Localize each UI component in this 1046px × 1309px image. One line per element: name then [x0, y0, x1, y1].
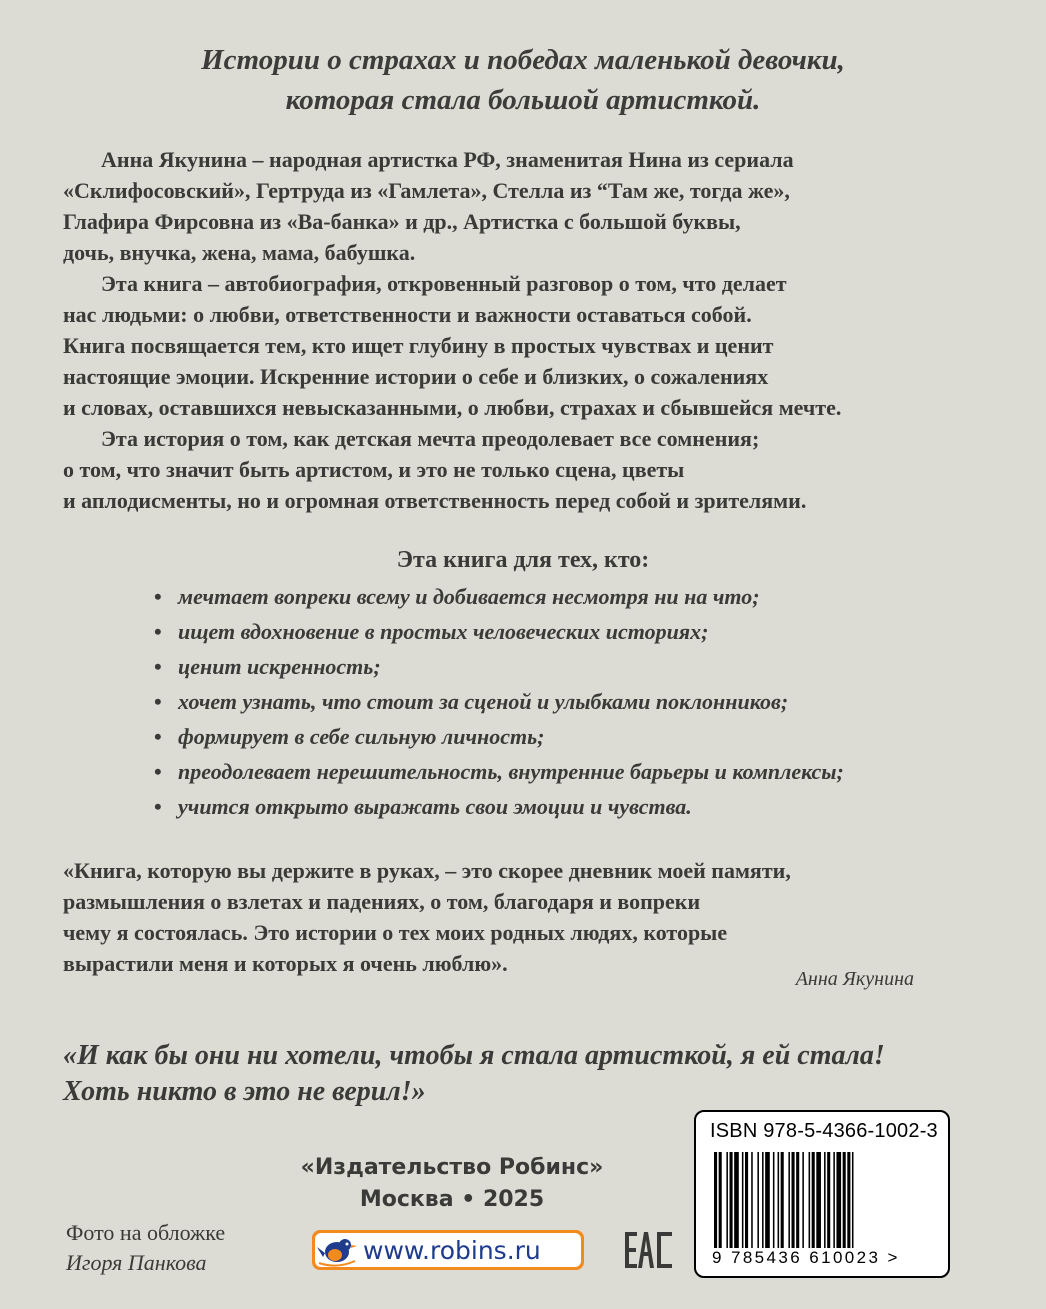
headline-line-1: Истории о страхах и победах маленькой девочки,	[201, 44, 845, 76]
headline-line-2: которая стала большой артисткой.	[285, 84, 761, 116]
audience-list	[154, 579, 974, 824]
barcode-bar	[852, 1152, 854, 1260]
list-item	[154, 614, 974, 649]
barcode-bar	[757, 1152, 759, 1260]
bullet-icon: •	[154, 794, 162, 819]
tagline-line: «И как бы они ни хотели, чтобы я стала артисткой, я ей стала!	[63, 1040, 885, 1071]
barcode-bar	[824, 1152, 826, 1260]
barcode-bar	[742, 1152, 744, 1260]
author-quote	[63, 855, 963, 979]
bullet-icon: •	[154, 689, 162, 714]
barcode-bar	[833, 1152, 835, 1260]
barcode-bar	[843, 1152, 846, 1260]
quote-line: «Книга, которую вы держите в руках, – это скорее дневник моей памяти,	[63, 858, 791, 883]
bullet-icon: •	[154, 724, 162, 749]
list-item	[154, 579, 974, 614]
quote-line: вырастили меня и которых я очень люблю».	[63, 951, 508, 976]
quote-line: размышления о взлетах и падениях, о том, благодаря и вопреки	[63, 889, 701, 914]
barcode-bar	[796, 1152, 799, 1260]
list-item	[154, 789, 974, 824]
barcode-bar	[778, 1152, 780, 1260]
text-line: Эта книга – автобиография, откровенный разговор о том, что делает	[101, 271, 787, 296]
website-link[interactable]: www.robins.ru	[363, 1235, 541, 1265]
text-line: и словах, оставшихся невысказанными, о любви, страхах и сбывшейся мечте.	[63, 395, 842, 420]
publisher-city-year: Москва • 2025	[359, 1187, 545, 1212]
list-item	[154, 754, 974, 789]
isbn-number: ISBN 978-5-4366-1002-3	[710, 1120, 938, 1142]
barcode-bar	[847, 1152, 850, 1260]
list-item	[154, 649, 974, 684]
text-line: дочь, внучка, жена, мама, бабушка.	[63, 240, 416, 265]
description-text	[63, 144, 963, 516]
text-line: нас людьми: о любви, ответственности и важности оставаться собой.	[63, 302, 752, 327]
barcode-bar	[773, 1152, 775, 1260]
text-line: «Склифосовский», Гертруда из «Гамлета», Стелла из “Там же, тогда же»,	[63, 178, 790, 203]
bullet-icon: •	[154, 584, 162, 609]
bullet-icon: •	[154, 619, 162, 644]
barcode-bar	[719, 1152, 722, 1260]
text-line: и аплодисменты, но и огромная ответственность перед собой и зрителями.	[63, 488, 807, 513]
list-item-text: хочет узнать, что стоит за сценой и улыбками поклонников;	[178, 689, 789, 714]
barcode-bar	[714, 1152, 717, 1260]
headline	[0, 40, 1046, 120]
tagline-line: Хоть никто в это не верил!»	[63, 1076, 426, 1107]
website-badge[interactable]	[312, 1230, 584, 1270]
barcode-bar	[792, 1152, 795, 1260]
text-line: Анна Якунина – народная артистка РФ, знаменитая Нина из сериала	[101, 147, 794, 172]
publisher-block	[282, 1152, 622, 1216]
list-item-text: мечтает вопреки всему и добивается несмотря ни на что;	[178, 584, 760, 609]
tagline	[63, 1038, 963, 1110]
list-item-text: формирует в себе сильную личность;	[178, 724, 545, 749]
barcode-bar	[827, 1152, 830, 1260]
barcode-bar	[745, 1152, 748, 1260]
barcode-bar	[809, 1152, 811, 1260]
list-item	[154, 684, 974, 719]
bullet-icon: •	[154, 654, 162, 679]
text-line: Глафира Фирсовна из «Ва-банка» и др., Артистка с большой буквы,	[63, 209, 741, 234]
list-item-text: учится открыто выражать свои эмоции и чувства.	[178, 794, 692, 819]
text-line: настоящие эмоции. Искренние истории о себе и близких, о сожалениях	[63, 364, 769, 389]
list-item	[154, 719, 974, 754]
text-line: Эта история о том, как детская мечта преодолевает все сомнения;	[101, 426, 760, 451]
robin-bird-icon	[315, 1233, 359, 1267]
barcode-bar	[816, 1152, 821, 1260]
text-line: Книга посвящается тем, кто ищет глубину в простых чувствах и ценит	[63, 333, 774, 358]
list-item-text: ищет вдохновение в простых человеческих историях;	[178, 619, 709, 644]
barcode-digits: 9 785436 610023 >	[712, 1248, 934, 1268]
photo-credit-name: Игоря Панкова	[66, 1250, 207, 1275]
barcode-icon	[714, 1152, 932, 1260]
list-item-text: ценит искренность;	[178, 654, 381, 679]
isbn-barcode	[694, 1110, 950, 1278]
quote-line: чему я состоялась. Это истории о тех моих родных людях, которые	[63, 920, 728, 945]
barcode-bar	[751, 1152, 753, 1260]
list-item-text: преодолевает нерешительность, внутренние барьеры и комплексы;	[178, 759, 844, 784]
barcode-bar	[762, 1152, 764, 1260]
text-line: о том, что значит быть артистом, и это не только сцена, цветы	[63, 457, 685, 482]
barcode-bar	[730, 1152, 733, 1260]
photo-credit	[66, 1218, 225, 1278]
barcode-bar	[726, 1152, 728, 1260]
barcode-bar	[765, 1152, 770, 1260]
eac-conformity-mark	[624, 1230, 674, 1270]
barcode-bar	[802, 1152, 804, 1260]
publisher-name: «Издательство Робинс»	[300, 1155, 604, 1180]
barcode-bar	[836, 1152, 841, 1260]
barcode-bar	[788, 1152, 790, 1260]
list-heading: Эта книга для тех, кто:	[396, 547, 650, 573]
quote-author: Анна Якунина	[795, 968, 914, 990]
photo-credit-label: Фото на обложке	[66, 1220, 226, 1245]
barcode-bar	[781, 1152, 784, 1260]
barcode-bar	[812, 1152, 815, 1260]
bullet-icon: •	[154, 759, 162, 784]
barcode-bar	[734, 1152, 739, 1260]
